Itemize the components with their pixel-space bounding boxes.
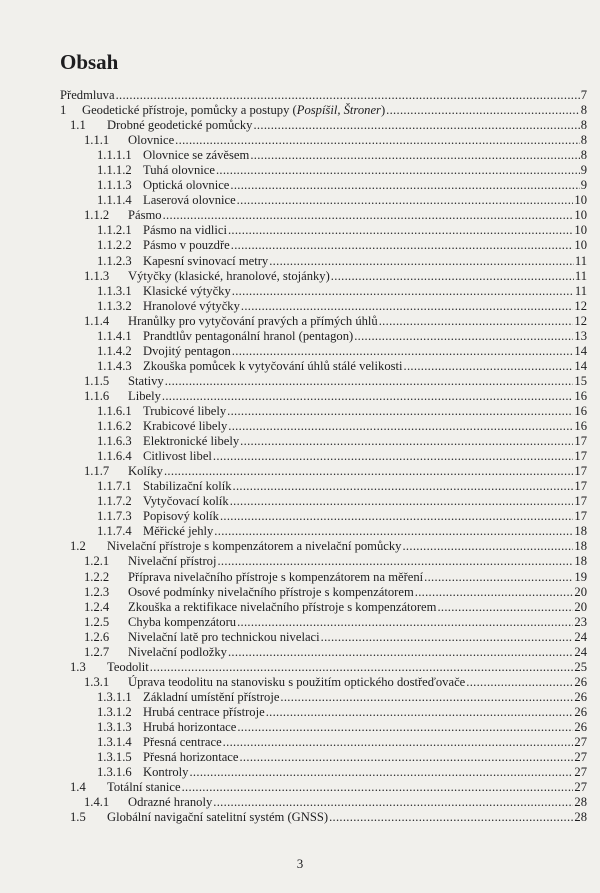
- toc-entry-number: 1.1.4.3: [97, 358, 132, 373]
- dot-leader: [232, 344, 574, 359]
- toc-entry-title-text: Pásmo: [128, 208, 162, 223]
- toc-entry-title-text: Hrubá horizontace: [143, 719, 237, 734]
- toc-entry-title: [60, 88, 115, 103]
- toc-entry-title-text: Přesná centrace: [143, 735, 222, 750]
- page-title: Obsah: [60, 50, 119, 74]
- toc-entry-page: 10: [574, 223, 587, 238]
- toc-entry[interactable]: [60, 554, 587, 569]
- toc-entry-number: 1.3.1.5: [97, 750, 132, 765]
- toc-entry-page: 7: [580, 88, 587, 102]
- toc-entry[interactable]: [60, 178, 587, 193]
- toc-entry[interactable]: [60, 705, 587, 720]
- dot-leader: [329, 810, 573, 825]
- toc-entry[interactable]: [60, 539, 587, 554]
- dot-leader: [331, 269, 574, 284]
- toc-entry-title: [143, 720, 236, 735]
- toc-entry[interactable]: [60, 675, 587, 690]
- toc-entry-number: 1.1.7: [84, 464, 110, 479]
- dot-leader: [213, 449, 573, 464]
- toc-entry-page: 16: [574, 388, 587, 403]
- dot-leader: [175, 133, 580, 148]
- toc-entry-page: 11: [574, 268, 587, 283]
- toc-entry[interactable]: [60, 88, 587, 103]
- toc-entry-number: 1.1.6.3: [97, 434, 132, 449]
- dot-leader: [228, 223, 573, 238]
- toc-entry-number: 1.4: [70, 780, 86, 795]
- toc-entry-page: 18: [574, 539, 587, 554]
- toc-entry[interactable]: [60, 193, 587, 208]
- toc-entry-number: 1.3.1.1: [97, 689, 132, 704]
- toc-entry-title: [143, 193, 236, 208]
- dot-leader: [164, 464, 573, 479]
- toc-entry[interactable]: [60, 750, 587, 765]
- dot-leader: [217, 554, 573, 569]
- toc-entry-page: 10: [574, 193, 587, 208]
- toc-entry-number: 1.2.1: [84, 554, 110, 569]
- toc-entry[interactable]: [60, 615, 587, 630]
- toc-entry-title: [143, 509, 219, 524]
- dot-leader: [354, 329, 573, 344]
- toc-entry-page: 20: [574, 599, 587, 614]
- toc-entry-title: [143, 299, 240, 314]
- dot-leader: [213, 795, 573, 810]
- toc-entry-title-text: Pásmo na vidlici: [143, 223, 227, 238]
- dot-leader: [214, 524, 573, 539]
- toc-entry-title-text: Odrazné hranoly: [128, 795, 213, 810]
- toc-entry-title: [107, 810, 328, 825]
- toc-entry-title-text: Kontroly: [143, 765, 189, 780]
- toc-entry-title: [128, 133, 174, 148]
- toc-entry-number: 1.1.4.2: [97, 343, 132, 358]
- toc-entry-page: 15: [574, 373, 587, 388]
- toc-entry-page: 27: [574, 735, 587, 750]
- toc-entry-title-text: Zkouška pomůcek k vytyčování úhlů stálé velikosti: [143, 358, 403, 373]
- dot-leader: [402, 539, 573, 554]
- toc-entry-title: [143, 434, 239, 449]
- toc-entry-page: 27: [574, 750, 587, 765]
- toc-entry-title: [143, 163, 215, 178]
- toc-entry-number: 1.2.2: [84, 569, 110, 584]
- toc-entry-number: 1.2.4: [84, 599, 110, 614]
- toc-entry-title: [143, 705, 265, 720]
- toc-entry-title-text: Nivelační podložky: [128, 644, 227, 659]
- toc-entry[interactable]: [60, 795, 587, 810]
- toc-entry-title-text: Optická olovnice: [143, 178, 230, 193]
- toc-entry[interactable]: [60, 284, 587, 299]
- toc-entry-number: 1.3.1.3: [97, 719, 132, 734]
- toc-entry-number: 1.2.7: [84, 644, 110, 659]
- toc-entry[interactable]: [60, 434, 587, 449]
- dot-leader: [321, 630, 574, 645]
- toc-entry-title-text: Úprava teodolitu na stanovisku s použitím optického dostřeďovače: [128, 674, 466, 689]
- toc-entry-number: 1.1.2.1: [97, 223, 132, 238]
- toc-entry-page: 19: [574, 569, 587, 584]
- toc-entry-title-text: Měřické jehly: [143, 524, 214, 539]
- toc-entry-title: [107, 660, 149, 675]
- toc-entry[interactable]: [60, 103, 587, 118]
- toc-entry-page: 12: [574, 298, 587, 313]
- toc-entry-title-text: Citlivost libel: [143, 449, 212, 464]
- dot-leader: [269, 254, 574, 269]
- toc-entry-title: [143, 404, 226, 419]
- toc-entry-number: 1.1.4: [84, 313, 110, 328]
- toc-entry-title: [143, 223, 227, 238]
- dot-leader: [241, 299, 574, 314]
- toc-entry-title-text: Krabicové libely: [143, 419, 228, 434]
- toc-entry-title-text: Stativy: [128, 373, 164, 388]
- dot-leader: [404, 359, 574, 374]
- toc-entry[interactable]: [60, 148, 587, 163]
- toc-entry-number: 1.2.5: [84, 614, 110, 629]
- toc-entry-title: [107, 118, 252, 133]
- dot-leader: [189, 765, 573, 780]
- toc-entry-title-text: Osové podmínky nivelačního přístroje s kompenzátorem: [128, 584, 414, 599]
- toc-entry-number: 1.1.3: [84, 268, 110, 283]
- dot-leader: [237, 193, 574, 208]
- toc-entry[interactable]: [60, 464, 587, 479]
- toc-entry-title-text: Hranůlky pro vytyčování pravých a přímých úhlů: [128, 313, 378, 328]
- toc-entry-page: 17: [574, 509, 587, 524]
- toc-entry-title-text: Nivelační latě pro technickou nivelaci: [128, 629, 320, 644]
- dot-leader: [237, 615, 573, 630]
- dot-leader: [466, 675, 573, 690]
- toc-entry-title: [128, 464, 163, 479]
- toc-entry[interactable]: [60, 133, 587, 148]
- toc-entry-page: 13: [574, 328, 587, 343]
- toc-entry-number: 1.4.1: [84, 795, 110, 810]
- toc-entry-title-text: Elektronické libely: [143, 434, 240, 449]
- toc-entry-title-text: Klasické výtyčky: [143, 283, 231, 298]
- toc-entry-title: [128, 570, 423, 585]
- toc-entry-page: 12: [574, 313, 587, 328]
- toc-entry-number: 1.1.2.2: [97, 238, 132, 253]
- toc-entry-page: 28: [574, 795, 587, 810]
- toc-entry-title: [128, 389, 161, 404]
- toc-entry[interactable]: [60, 570, 587, 585]
- toc-entry-title-text: Kapesní svinovací metry: [143, 253, 269, 268]
- dot-leader: [232, 284, 574, 299]
- toc-entry-title: [143, 148, 249, 163]
- toc-entry[interactable]: [60, 690, 587, 705]
- toc-entry-title: [128, 269, 330, 284]
- dot-leader: [230, 494, 574, 509]
- toc-entry-title-text: Dvojitý pentagon: [143, 343, 231, 358]
- toc-entry[interactable]: [60, 314, 587, 329]
- toc-entry-page: 10: [574, 238, 587, 253]
- toc-entry[interactable]: [60, 660, 587, 675]
- dot-leader: [239, 750, 573, 765]
- toc-entry-title-text: Geodetické přístroje, pomůcky a postupy (: [82, 103, 297, 118]
- toc-entry-title: [143, 735, 222, 750]
- dot-leader: [163, 208, 574, 223]
- toc-entry-title: [128, 675, 465, 690]
- toc-entry[interactable]: [60, 720, 587, 735]
- toc-entry[interactable]: [60, 254, 587, 269]
- toc-entry-page: 17: [574, 434, 587, 449]
- toc-entry-page: 11: [574, 283, 587, 298]
- toc-entry-page: 10: [574, 208, 587, 223]
- toc-entry-title-text: Příprava nivelačního přístroje s kompenzátorem na měření: [128, 569, 424, 584]
- toc-entry-number: 1.1.4.1: [97, 328, 132, 343]
- toc-entry-number: 1.1.6: [84, 388, 110, 403]
- toc-entry-title-text: Chyba kompenzátoru: [128, 614, 237, 629]
- toc-entry-page: 9: [580, 178, 587, 193]
- toc-entry-page: 14: [574, 343, 587, 358]
- toc-entry-number: 1.1.7.1: [97, 479, 132, 494]
- toc-entry-number: 1.1.6.4: [97, 449, 132, 464]
- toc-entry-page: 24: [574, 629, 587, 644]
- toc-entry-title: [107, 780, 181, 795]
- toc-entry-title-text: Výtyčky (klasické, hranolové, stojánky): [128, 268, 330, 283]
- dot-leader: [216, 163, 580, 178]
- toc-entry-title-text: Hrubá centrace přístroje: [143, 704, 265, 719]
- toc-entry-title-text: Trubicové libely: [143, 403, 227, 418]
- dot-leader: [280, 690, 573, 705]
- toc-entry-page: 17: [574, 494, 587, 509]
- toc-entry-page: 26: [574, 719, 587, 734]
- dot-leader: [150, 660, 574, 675]
- toc-entry-title: [143, 419, 227, 434]
- toc-entry-title: [128, 600, 436, 615]
- toc-entry-title-text: Prandtlův pentagonální hranol (pentagon): [143, 328, 354, 343]
- toc-entry-title-text: Přesná horizontace: [143, 750, 239, 765]
- dot-leader: [231, 238, 574, 253]
- dot-leader: [228, 645, 573, 660]
- toc-entry-title: [143, 690, 279, 705]
- toc-entry-page: 8: [580, 133, 587, 148]
- toc-entry-page: 11: [574, 253, 587, 268]
- toc-entry-number: 1.1.1.3: [97, 178, 132, 193]
- dot-leader: [415, 585, 574, 600]
- table-of-contents: [60, 88, 587, 825]
- toc-entry-page: 24: [574, 644, 587, 659]
- toc-entry-title-text: Tuhá olovnice: [143, 163, 215, 178]
- toc-entry-title: [128, 208, 162, 223]
- toc-entry-number: 1.3.1.6: [97, 765, 132, 780]
- toc-entry-number: 1.3.1.4: [97, 735, 132, 750]
- toc-entry-title: [82, 103, 385, 118]
- toc-entry-title: [143, 494, 229, 509]
- toc-entry-title-suffix: ): [380, 103, 386, 118]
- toc-entry-number: 1.1.3.2: [97, 298, 132, 313]
- toc-entry[interactable]: [60, 344, 587, 359]
- toc-entry[interactable]: [60, 269, 587, 284]
- toc-entry-title: [143, 524, 213, 539]
- toc-entry-title-text: Pásmo v pouzdře: [143, 238, 230, 253]
- toc-entry[interactable]: [60, 735, 587, 750]
- dot-leader: [220, 509, 573, 524]
- toc-entry-title: [143, 359, 403, 374]
- toc-entry-title: [128, 585, 414, 600]
- toc-entry-title-text: Popisový kolík: [143, 509, 219, 524]
- toc-entry[interactable]: [60, 118, 587, 133]
- toc-entry-title-text: Totální stanice: [107, 780, 181, 795]
- toc-entry-number: 1.1.7.4: [97, 524, 132, 539]
- toc-entry[interactable]: [60, 404, 587, 419]
- toc-entry-title: [143, 238, 230, 253]
- toc-entry-page: 14: [574, 358, 587, 373]
- toc-entry-page: 18: [574, 524, 587, 539]
- toc-entry-number: 1.1.2.3: [97, 253, 132, 268]
- toc-entry-title-text: Vytyčovací kolík: [143, 494, 229, 509]
- toc-entry-number: 1.2: [70, 539, 86, 554]
- toc-entry[interactable]: [60, 374, 587, 389]
- toc-entry[interactable]: [60, 600, 587, 615]
- dot-leader: [233, 479, 574, 494]
- toc-entry-number: 1.1.7.3: [97, 509, 132, 524]
- toc-entry[interactable]: [60, 299, 587, 314]
- toc-entry-title-text: Libely: [128, 388, 161, 403]
- toc-entry-number: 1.5: [70, 810, 86, 825]
- toc-entry-page: 23: [574, 614, 587, 629]
- toc-entry-title-text: Předmluva: [60, 88, 115, 102]
- toc-entry[interactable]: [60, 645, 587, 660]
- toc-entry[interactable]: [60, 163, 587, 178]
- toc-entry[interactable]: [60, 449, 587, 464]
- toc-entry-title: [143, 449, 212, 464]
- toc-entry-title: [128, 795, 212, 810]
- dot-leader: [162, 389, 574, 404]
- toc-entry[interactable]: [60, 630, 587, 645]
- dot-leader: [250, 148, 579, 163]
- toc-entry-page: 26: [574, 674, 587, 689]
- dot-leader: [223, 735, 574, 750]
- toc-entry[interactable]: [60, 765, 587, 780]
- dot-leader: [386, 103, 580, 118]
- toc-entry-title-text: Kolíky: [128, 464, 163, 479]
- toc-entry-title-text: Drobné geodetické pomůcky: [107, 118, 253, 133]
- toc-entry[interactable]: [60, 585, 587, 600]
- toc-entry-page: 26: [574, 689, 587, 704]
- toc-entry[interactable]: [60, 479, 587, 494]
- toc-entry-title: [128, 615, 236, 630]
- dot-leader: [182, 780, 574, 795]
- toc-entry[interactable]: [60, 359, 587, 374]
- toc-entry-page: 18: [574, 554, 587, 569]
- toc-entry-title: [128, 630, 320, 645]
- dot-leader: [240, 434, 573, 449]
- toc-entry-number: 1.1.1: [84, 133, 110, 148]
- toc-entry-title-text: Olovnice: [128, 133, 175, 148]
- toc-entry-page: 26: [574, 704, 587, 719]
- toc-entry-page: 8: [580, 148, 587, 163]
- toc-entry-page: 25: [574, 659, 587, 674]
- dot-leader: [116, 88, 580, 103]
- toc-entry[interactable]: [60, 524, 587, 539]
- toc-entry-title-text: Nivelační přístroj: [128, 554, 217, 569]
- toc-entry-page: 16: [574, 419, 587, 434]
- toc-entry[interactable]: [60, 810, 587, 825]
- toc-entry-title-text: Stabilizační kolík: [143, 479, 232, 494]
- toc-entry-number: 1.2.6: [84, 629, 110, 644]
- dot-leader: [379, 314, 574, 329]
- toc-entry-title-text: Globální navigační satelitní systém (GNSS): [107, 810, 329, 825]
- toc-entry-title-text: Olovnice se závěsem: [143, 148, 250, 163]
- toc-entry-number: 1.2.3: [84, 584, 110, 599]
- dot-leader: [437, 600, 573, 615]
- toc-entry-title: [143, 329, 353, 344]
- toc-entry-number: 1.1.7.2: [97, 494, 132, 509]
- toc-entry-page: 27: [574, 780, 587, 795]
- dot-leader: [237, 720, 573, 735]
- toc-entry-title-text: Hranolové výtyčky: [143, 298, 240, 313]
- dot-leader: [230, 178, 579, 193]
- toc-entry-number: 1.1.6.2: [97, 419, 132, 434]
- toc-entry-title-text: Nivelační přístroje s kompenzátorem a nivelační pomůcky: [107, 539, 402, 554]
- toc-entry-number: 1.1.6.1: [97, 403, 132, 418]
- toc-entry-title: [128, 314, 378, 329]
- toc-entry-title-text: Základní umístění přístroje: [143, 689, 280, 704]
- dot-leader: [228, 419, 573, 434]
- toc-entry-number: 1.1.1.4: [97, 193, 132, 208]
- toc-entry-page: 17: [574, 479, 587, 494]
- toc-entry-title-text: Zkouška a rektifikace nivelačního přístroje s kompenzátorem: [128, 599, 437, 614]
- toc-entry-title: [128, 645, 227, 660]
- toc-entry[interactable]: [60, 208, 587, 223]
- toc-entry-number: 1.1.2: [84, 208, 110, 223]
- toc-entry-title: [107, 539, 401, 554]
- toc-entry-number: 1.1.1.2: [97, 163, 132, 178]
- dot-leader: [165, 374, 574, 389]
- dot-leader: [227, 404, 573, 419]
- dot-leader: [253, 118, 579, 133]
- toc-entry[interactable]: [60, 223, 587, 238]
- toc-entry-title: [128, 554, 216, 569]
- toc-entry-page: 8: [580, 118, 587, 133]
- toc-entry-title: [143, 344, 231, 359]
- toc-entry-number: 1.3.1: [84, 674, 110, 689]
- toc-entry-page: 17: [574, 449, 587, 464]
- toc-entry-number: 1.3.1.2: [97, 704, 132, 719]
- toc-entry-page: 20: [574, 584, 587, 599]
- toc-entry-number: 1.1.3.1: [97, 283, 132, 298]
- dot-leader: [266, 705, 574, 720]
- toc-entry-number: 1.1: [70, 118, 86, 133]
- toc-entry[interactable]: [60, 389, 587, 404]
- toc-entry-title-text: Teodolit: [107, 659, 149, 674]
- toc-entry-title-text: Laserová olovnice: [143, 193, 236, 208]
- toc-entry[interactable]: [60, 509, 587, 524]
- toc-entry-page: 16: [574, 403, 587, 418]
- toc-entry-number: 1.3: [70, 659, 86, 674]
- toc-entry[interactable]: [60, 329, 587, 344]
- toc-entry[interactable]: [60, 419, 587, 434]
- toc-entry-title: [143, 254, 268, 269]
- toc-entry-page: 28: [574, 810, 587, 825]
- toc-entry[interactable]: [60, 238, 587, 253]
- toc-entry[interactable]: [60, 780, 587, 795]
- toc-entry-number: 1.1.1.1: [97, 148, 132, 163]
- toc-entry-title: [143, 750, 238, 765]
- page-number: 3: [296, 856, 304, 871]
- toc-entry-page: 9: [580, 163, 587, 178]
- toc-entry-title: [128, 374, 164, 389]
- toc-entry-title: [143, 479, 232, 494]
- toc-entry-number: 1.1.5: [84, 373, 110, 388]
- toc-entry-number: 1: [60, 103, 67, 118]
- dot-leader: [424, 570, 573, 585]
- toc-entry-page: 17: [574, 464, 587, 479]
- toc-entry-page: 8: [580, 103, 587, 118]
- toc-entry[interactable]: [60, 494, 587, 509]
- toc-entry-title: [143, 765, 188, 780]
- toc-entry-title: [143, 178, 229, 193]
- toc-entry-authors: Pospíšil, Štroner: [296, 103, 381, 118]
- toc-entry-page: 27: [574, 765, 587, 780]
- toc-entry-title: [143, 284, 231, 299]
